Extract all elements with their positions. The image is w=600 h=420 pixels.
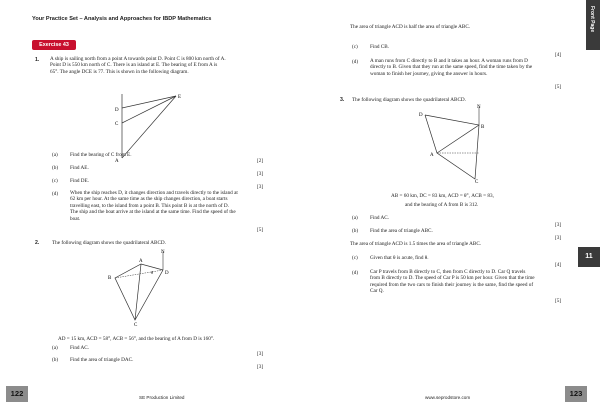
chapter-tab[interactable]: 11 bbox=[578, 247, 600, 267]
q1d-line: travelling east, to the island from a point B. This point B is at the north of D. bbox=[70, 202, 229, 209]
q3b-text: Find the area of triangle ABC. bbox=[370, 228, 433, 234]
q3d-text bbox=[370, 269, 560, 295]
q2-cont-line: The area of triangle ACD is half the area of triangle ABC. bbox=[350, 24, 471, 30]
page-number-right: 123 bbox=[565, 386, 587, 402]
page-number-left: 122 bbox=[6, 386, 28, 402]
q3b-marks: [3] bbox=[555, 235, 562, 241]
q1a-text: Find the bearing of C from E. bbox=[70, 152, 132, 158]
q2-intro: The following diagram shows the quadrilateral ABCD. bbox=[52, 240, 166, 246]
q2-diagram bbox=[105, 248, 195, 328]
q3d-line: from B directly to D. The speed of Car P is 50 km per hour. Given that the time bbox=[370, 275, 535, 282]
q2-label-b: B bbox=[108, 276, 112, 281]
q3c-label: (c) bbox=[352, 255, 358, 261]
q1a-marks: [2] bbox=[257, 158, 264, 164]
q1-line-ae bbox=[122, 96, 176, 158]
q2a-label: (a) bbox=[52, 345, 58, 351]
q3-label-c: C bbox=[475, 180, 479, 183]
q3-label-a: A bbox=[430, 153, 434, 158]
q2c-marks: [4] bbox=[555, 52, 562, 58]
q2d-line: A man runs from C directly to B and it takes an hour. A woman runs from D bbox=[370, 58, 528, 64]
q2d-text bbox=[370, 58, 560, 77]
q3b-label: (b) bbox=[352, 228, 359, 234]
q3-label-d: D bbox=[419, 113, 423, 118]
q3d-marks: [5] bbox=[555, 298, 562, 304]
q2d-line: woman to finish her journey, giving the answer in hours. bbox=[370, 70, 488, 77]
q1-label-e: E bbox=[178, 95, 182, 100]
q2-given: AD = 15 km, ACD = 58°, ACB = 56°, and the bearing of A from D is 160°. bbox=[58, 336, 215, 342]
q2-label-a: A bbox=[139, 259, 143, 264]
q1c-marks: [3] bbox=[257, 184, 264, 190]
q1a-label: (a) bbox=[52, 152, 58, 158]
q2c-text: Find CB. bbox=[370, 44, 390, 50]
q3a-text: Find AC. bbox=[370, 215, 390, 221]
publisher-website[interactable]: www.seprodstore.com bbox=[425, 395, 471, 400]
q1-line: Point D is 550 km north of C. There is an island at E. The bearing of E from A is bbox=[50, 62, 218, 69]
q1d-line: boat. bbox=[70, 215, 81, 222]
side-tab[interactable] bbox=[586, 0, 600, 50]
q1d-text bbox=[70, 190, 275, 222]
q1c-text: Find DE. bbox=[70, 178, 90, 184]
q2-number: 2. bbox=[35, 240, 40, 246]
q1-label-c: C bbox=[115, 122, 119, 127]
q3-quadrilateral bbox=[425, 115, 479, 179]
q2-label-angle: θ bbox=[151, 270, 154, 275]
q1b-label: (b) bbox=[52, 165, 59, 171]
q3a-label: (a) bbox=[352, 215, 358, 221]
q1-label-a: A bbox=[115, 159, 119, 164]
q1-line-de bbox=[122, 96, 176, 108]
q3-label-b: B bbox=[481, 125, 485, 130]
q3-label-n: N bbox=[477, 105, 481, 110]
q1-number: 1. bbox=[35, 57, 40, 63]
q2-label-c: C bbox=[134, 323, 138, 328]
q3c-marks: [4] bbox=[555, 262, 562, 268]
q2-label-n: N bbox=[161, 250, 165, 255]
q3d-line: Car P travels from B directly to C, then from C directly to D. Car Q travels bbox=[370, 269, 526, 275]
q1c-label: (c) bbox=[52, 178, 58, 184]
q1-line-ce bbox=[122, 96, 176, 123]
q1d-line: The ship and the boat arrive at the island at the same time. Find the speed of the bbox=[70, 209, 236, 216]
q3-given-1: AB = 60 km, DC = 83 km, ACD = θ°, ACB = 83, bbox=[391, 193, 494, 199]
q1-line: 65°. The angle DCE is 77. This is shown in the following diagram. bbox=[50, 68, 189, 75]
q2a-text: Find AC. bbox=[70, 345, 90, 351]
q2b-text: Find the area of triangle DAC. bbox=[70, 357, 134, 363]
q3d-line: required from the two cars to finish their journey is the same, find the speed of bbox=[370, 281, 534, 288]
q1-text bbox=[50, 56, 280, 75]
q3-intro: The following diagram shows the quadrilateral ABCD. bbox=[352, 97, 466, 103]
q1d-label: (d) bbox=[52, 191, 59, 197]
q3c-text: Given that θ is acute, find θ. bbox=[370, 255, 429, 261]
q1-label-d: D bbox=[115, 108, 119, 113]
q2-quadrilateral bbox=[115, 264, 163, 320]
q1d-line: When the ship reaches D, it changes direction and travels directly to the island at bbox=[70, 190, 238, 196]
q2-label-d: D bbox=[165, 271, 169, 276]
side-tab-label: Front Page bbox=[589, 6, 595, 33]
q2c-label: (c) bbox=[352, 44, 358, 50]
q2d-label: (d) bbox=[352, 59, 359, 65]
q3-area-line: The area of triangle ACD is 1.5 times the area of triangle ABC. bbox=[350, 241, 482, 247]
q1b-text: Find AE. bbox=[70, 165, 89, 171]
book-title: Your Practice Set – Analysis and Approaches for IBDP Mathematics bbox=[32, 16, 212, 22]
q2b-marks: [3] bbox=[257, 364, 264, 370]
q2d-marks: [5] bbox=[555, 84, 562, 90]
q1b-marks: [3] bbox=[257, 171, 264, 177]
q3d-label: (d) bbox=[352, 270, 359, 276]
q3-given-2: and the bearing of A from B is 312. bbox=[405, 202, 479, 208]
q1d-marks: [5] bbox=[257, 227, 264, 233]
q3a-marks: [3] bbox=[555, 222, 562, 228]
publisher-name: SE Production Limited bbox=[139, 395, 185, 400]
q1-line: A ship is sailing north from a point A towards point D. Point C is 800 km north of A. bbox=[50, 56, 226, 62]
q2b-label: (b) bbox=[52, 357, 59, 363]
q2d-line: directly to B. Given that they run at the same speed, find the time taken by the bbox=[370, 64, 533, 71]
q3-number: 3. bbox=[340, 97, 345, 103]
q3-diagram bbox=[415, 103, 495, 183]
q3d-line: Car Q. bbox=[370, 288, 384, 295]
q3-diagonal-ab bbox=[437, 125, 479, 153]
q1d-line: 62 km per hour. At the same time as the ship changes direction, a boat starts bbox=[70, 196, 228, 203]
q2a-marks: [3] bbox=[257, 351, 264, 357]
exercise-tab: Exercise 43 bbox=[32, 40, 76, 50]
